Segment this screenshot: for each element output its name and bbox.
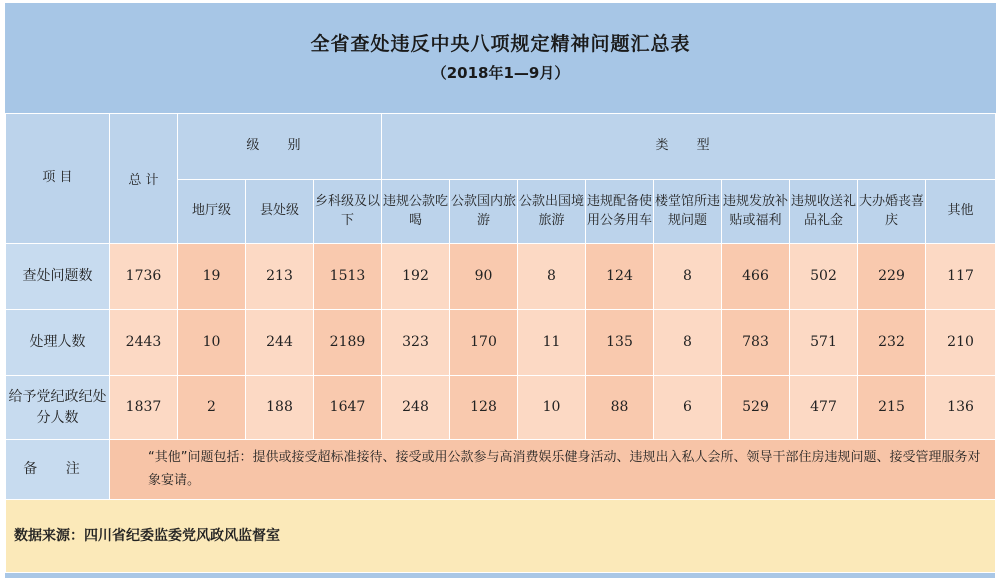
cell: 466 <box>722 244 790 310</box>
cell: 10 <box>178 310 246 376</box>
cell: 8 <box>518 244 586 310</box>
cell: 1513 <box>314 244 382 310</box>
source-row <box>6 500 996 573</box>
cell: 90 <box>450 244 518 310</box>
cell: 571 <box>790 310 858 376</box>
table-row <box>6 244 996 310</box>
cell: 244 <box>246 310 314 376</box>
data-source: 数据来源：四川省纪委监委党风政风监督室 <box>6 500 996 573</box>
cell: 117 <box>926 244 996 310</box>
header-type: 大办婚丧喜庆 <box>858 180 926 244</box>
header-level: 地厅级 <box>178 180 246 244</box>
header-type: 违规发放补贴或福利 <box>722 180 790 244</box>
cell: 128 <box>450 376 518 440</box>
note-text: “其他”问题包括：提供或接受超标准接待、接受或用公款参与高消费娱乐健身活动、违规出入私人会所、领导干部住房违规问题、接受管理服务对象宴请。 <box>110 440 996 500</box>
header-level: 县处级 <box>246 180 314 244</box>
cell: 215 <box>858 376 926 440</box>
table-row <box>6 310 996 376</box>
note-label: 备 注 <box>6 440 110 500</box>
cell: 8 <box>654 310 722 376</box>
cell: 248 <box>382 376 450 440</box>
cell: 210 <box>926 310 996 376</box>
cell: 2189 <box>314 310 382 376</box>
cell: 1647 <box>314 376 382 440</box>
cell: 135 <box>586 310 654 376</box>
row-label: 处理人数 <box>6 310 110 376</box>
page-subtitle: （2018年1—9月） <box>431 63 570 82</box>
cell: 124 <box>586 244 654 310</box>
row-label: 查处问题数 <box>6 244 110 310</box>
cell: 188 <box>246 376 314 440</box>
cell-total: 2443 <box>110 310 178 376</box>
cell: 19 <box>178 244 246 310</box>
cell-total: 1837 <box>110 376 178 440</box>
cell: 10 <box>518 376 586 440</box>
header-item: 项 目 <box>6 114 110 244</box>
cell: 232 <box>858 310 926 376</box>
header-type: 违规公款吃喝 <box>382 180 450 244</box>
cell: 323 <box>382 310 450 376</box>
summary-table <box>5 3 996 573</box>
header-type: 公款出国境旅游 <box>518 180 586 244</box>
cell: 502 <box>790 244 858 310</box>
note-row <box>6 440 996 500</box>
header-type: 楼堂馆所违规问题 <box>654 180 722 244</box>
cell: 136 <box>926 376 996 440</box>
cell: 6 <box>654 376 722 440</box>
cell: 170 <box>450 310 518 376</box>
header-total: 总 计 <box>110 114 178 244</box>
header-level-group: 级 别 <box>178 114 382 180</box>
cell: 213 <box>246 244 314 310</box>
page-title: 全省查处违反中央八项规定精神问题汇总表 <box>310 33 691 56</box>
cell-total: 1736 <box>110 244 178 310</box>
header-level: 乡科级及以下 <box>314 180 382 244</box>
title-cell <box>6 3 996 114</box>
cell: 477 <box>790 376 858 440</box>
table-row <box>6 376 996 440</box>
cell: 8 <box>654 244 722 310</box>
header-type: 违规配备使用公务用车 <box>586 180 654 244</box>
cell: 783 <box>722 310 790 376</box>
header-type-group: 类 型 <box>382 114 996 180</box>
header-type: 公款国内旅游 <box>450 180 518 244</box>
cell: 529 <box>722 376 790 440</box>
header-type: 违规收送礼品礼金 <box>790 180 858 244</box>
cell: 192 <box>382 244 450 310</box>
summary-table-frame <box>5 3 995 578</box>
cell: 229 <box>858 244 926 310</box>
cell: 2 <box>178 376 246 440</box>
header-type: 其他 <box>926 180 996 244</box>
cell: 11 <box>518 310 586 376</box>
row-label: 给予党纪政纪处分人数 <box>6 376 110 440</box>
cell: 88 <box>586 376 654 440</box>
